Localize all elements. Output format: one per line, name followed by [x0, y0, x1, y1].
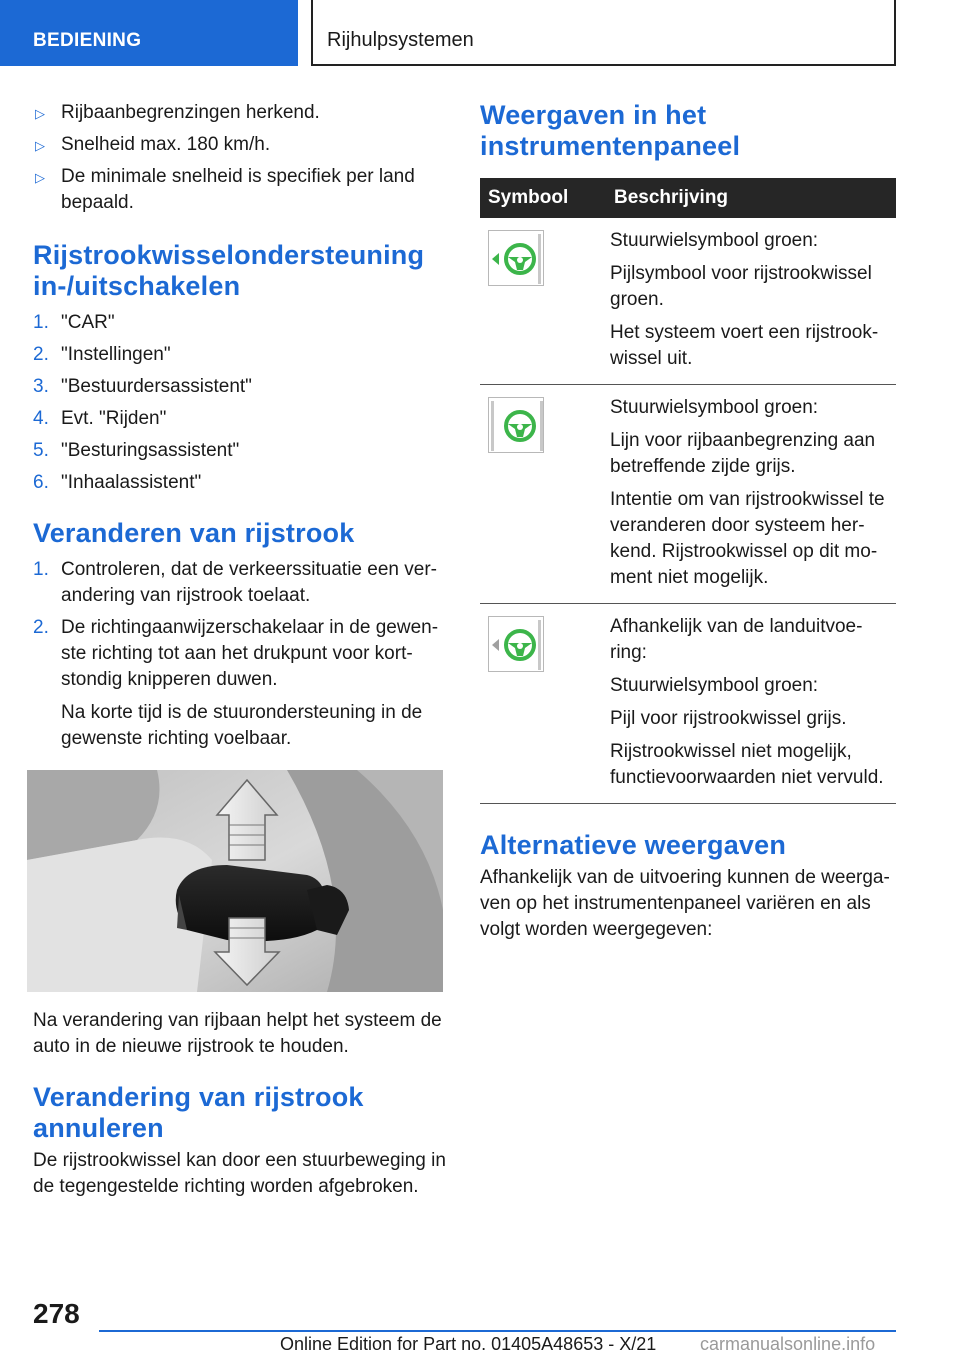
step-item: 6. "Inhaalassistent"	[33, 472, 202, 493]
triangle-bullet-icon: ▷	[35, 138, 45, 153]
section-heading-alternative: Alternatieve weergaven	[480, 830, 787, 860]
step-item: 1. "CAR"	[33, 312, 115, 333]
body-text: De rijstrookwissel kan door een stuurbeweging in de tegengestelde richting worden afgebroken.	[33, 1150, 446, 1197]
step-item: 3. "Bestuurdersassistent"	[33, 376, 252, 397]
section-heading-toggle: Rijstrookwisselondersteuning in-/uitschakelen	[33, 240, 425, 301]
section-tab: BEDIENING	[0, 0, 298, 66]
step-note: Na korte tijd is de stuurondersteuning in de gewenste richting voelbaar.	[61, 702, 423, 749]
list-item: ▷ Snelheid max. 180 km/h.	[33, 132, 449, 158]
step-item: 2. De richtingaanwijzerschakelaar in de gewenste richting tot aan het drukpunt voor kortstondig knipperen duwen. Na korte tijd is de stuurondersteuning in de gewenste richting voelbaar.	[33, 615, 449, 752]
steering-wheel-green-lane-icon	[488, 397, 544, 453]
right-column	[480, 100, 896, 943]
chapter-title: Rijhulpsystemen	[311, 0, 896, 66]
edition-text: Online Edition for Part no. 01405A48653 - X/21	[280, 1334, 657, 1354]
page-number: 278	[33, 1298, 80, 1329]
section-heading-cancel: Verandering van rijstrook annuleren	[33, 1082, 364, 1143]
step-item: 2. "Instellingen"	[33, 344, 171, 365]
section-heading-displays: Weergaven in het instrumentenpaneel	[480, 100, 741, 161]
body-text: Na verandering van rijbaan helpt het systeem de auto in de nieuwe rijstrook te houden.	[33, 1010, 442, 1057]
triangle-bullet-icon: ▷	[35, 106, 45, 121]
list-item: ▷ De minimale snelheid is specifiek per land bepaald.	[35, 166, 415, 213]
steering-wheel-green-arrow-icon	[488, 230, 544, 286]
step-item: 5. "Besturingsassistent"	[33, 440, 240, 461]
column-header-description: Beschrijving	[604, 178, 896, 218]
turn-signal-lever-illustration	[27, 770, 443, 992]
triangle-bullet-icon: ▷	[35, 170, 45, 185]
section-heading-lane-change: Veranderen van rijstrook	[33, 518, 355, 548]
step-item: 1. Controleren, dat de verkeerssituatie een verandering van rijstrook toelaat.	[33, 559, 437, 606]
watermark-text: carmanualsonline.info	[700, 1334, 876, 1354]
table-header-row	[480, 178, 896, 218]
table-row: Stuurwielsymbool groen: Pijlsymbool voor rijstrookwissel groen. Het systeem voert een rijstrookwissel uit.	[480, 218, 896, 385]
list-item: ▷ Rijbaanbegrenzingen herkend.	[33, 100, 449, 126]
footer-divider	[99, 1330, 896, 1332]
body-text: Afhankelijk van de uitvoering kunnen de weergaven op het instrumentenpaneel variëren en als volgt worden weergegeven:	[480, 867, 890, 940]
left-column	[33, 100, 449, 1200]
symbol-table	[480, 178, 896, 804]
steering-wheel-grey-arrow-icon	[488, 616, 544, 672]
column-header-symbol: Symbool	[480, 178, 604, 218]
table-row: Stuurwielsymbool groen: Lijn voor rijbaanbegrenzing aan betreffende zijde grijs. Intentie om van rijstrookwissel te veranderen door systeem herkend. Rijstrookwissel op dit moment niet mogelijk.	[480, 385, 896, 604]
step-item: 4. Evt. "Rijden"	[33, 408, 167, 429]
table-row: Afhankelijk van de landuitvoering: Stuurwielsymbool groen: Pijl voor rijstrookwissel grijs. Rijstrookwissel niet mogelijk, functievoorwaarden niet vervuld.	[480, 604, 896, 804]
